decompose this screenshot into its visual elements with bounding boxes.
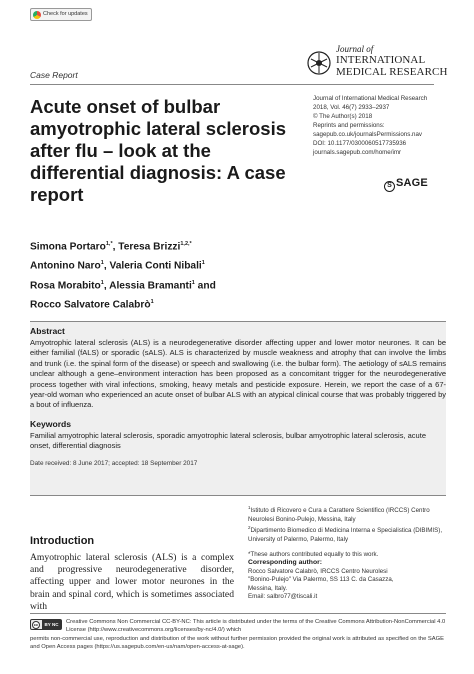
affiliation-2 bbox=[248, 524, 448, 544]
pubinfo-permissions-link[interactable]: sagepub.co.uk/journalsPermissions.nav bbox=[313, 131, 423, 138]
by-nc-label: BY NC bbox=[42, 620, 61, 629]
pubinfo-volume: 2018, Vol. 46(7) 2933–2937 bbox=[313, 104, 390, 111]
author-name: , Teresa Brizzi bbox=[112, 241, 181, 253]
author-name: Rocco Salvatore Calabrò bbox=[30, 299, 151, 311]
license-text-continued: permits non-commercial use, reproduction and distribution of the work without further permission provided the original work is attributed as specified on the SAGE and Open Access pages (https://us.sagepub.com/en-us/nam/open-access-at-sage). bbox=[30, 636, 445, 651]
journal-name-line3: MEDICAL RESEARCH bbox=[336, 66, 448, 78]
header-divider bbox=[30, 84, 434, 85]
affil-text: Istituto di Ricovero e Cura a Carattere Scientifico (IRCCS) Centro Neurolesi Bonino-Pulejo, Messina, Italy bbox=[248, 507, 430, 523]
author-affil-sup: 1 bbox=[201, 260, 205, 267]
corresponding-author-email[interactable]: Email: salbro77@tiscali.it bbox=[248, 593, 318, 601]
author-affil-sup: 1,* bbox=[105, 241, 113, 247]
keywords-heading: Keywords bbox=[30, 418, 72, 429]
pubinfo-journal: Journal of International Medical Research bbox=[313, 95, 428, 102]
equal-contribution-note: *These authors contributed equally to this work. bbox=[248, 550, 379, 558]
pubinfo-reprints: Reprints and permissions: bbox=[313, 122, 385, 129]
cc-icon: cc bbox=[33, 622, 39, 627]
author-conjunction: and bbox=[194, 280, 216, 292]
corresponding-author-city: Messina, Italy. bbox=[248, 584, 288, 592]
author-affil-sup: 1 bbox=[100, 279, 104, 286]
crossmark-icon bbox=[33, 11, 41, 19]
author-affil-sup: 1,2,* bbox=[180, 241, 192, 247]
abstract-heading: Abstract bbox=[30, 326, 65, 336]
author-name: Simona Portaro bbox=[30, 241, 106, 253]
affiliations-block bbox=[248, 504, 448, 602]
corresponding-author-name: Rocco Salvatore Calabrò, IRCCS Centro Neurolesi bbox=[248, 567, 388, 575]
author-name: , Valeria Conti Nibali bbox=[103, 260, 202, 272]
author-affil-sup: 1 bbox=[150, 299, 154, 306]
check-for-updates-badge[interactable] bbox=[30, 8, 92, 21]
affil-sup: 2 bbox=[248, 525, 251, 531]
author-affil-sup: 1 bbox=[100, 260, 104, 267]
sage-logo bbox=[384, 177, 428, 191]
keywords-text: Familial amyotrophic lateral sclerosis, sporadic amyotrophic lateral sclerosis, bulbar amyotrophic lateral sclerosis, acute onset, differential diagnosis bbox=[30, 430, 426, 451]
introduction-text: Amyotrophic lateral sclerosis (ALS) is a complex and progressive neurodegenerative disorder, affecting upper and lower motor neurones in the brain and spinal cord, which is sometimes associated with bbox=[30, 552, 234, 612]
affil-sup: 1 bbox=[248, 505, 251, 510]
publisher-name: SAGE bbox=[396, 177, 428, 189]
affiliation-1 bbox=[248, 504, 448, 524]
abstract-text: Amyotrophic lateral sclerosis (ALS) is a neurodegenerative disorder affecting upper and lower motor neurones. It can be either familial (fALS) or sporadic (sALS). ALS is characterized by muscle weakness and atrophy that can involve the limbs and trunk (i.e. the spinal form of the disease) or speech and swallowing (i.e. the bulbar form). The aetiology of sALS remains unclear although a gene–environment interaction has been proposed as a concomitant trigger for the neurodegenerative process together with viral infections, smoking, heavy metals and pesticide exposure. Herein, we report the case of a 67-year-old woman who experienced an acute onset of bulbar ALS with an atypical clinical course that was probably triggered by a bout of influenza. bbox=[30, 338, 446, 410]
received-accepted-dates: Date received: 8 June 2017; accepted: 18 September 2017 bbox=[30, 459, 198, 467]
journal-logo bbox=[306, 44, 448, 84]
section-label: Case Report bbox=[30, 70, 78, 80]
author-name: , Alessia Bramanti bbox=[103, 280, 192, 292]
author-affil-sup: 1 bbox=[191, 279, 195, 286]
corresponding-author-address: "Bonino-Pulejo" Via Palermo, SS 113 C. da Casazza, bbox=[248, 576, 394, 584]
author-list bbox=[30, 236, 300, 314]
abstract-box bbox=[30, 321, 446, 496]
journal-name-line2: INTERNATIONAL bbox=[336, 54, 426, 66]
pubinfo-doi[interactable]: DOI: 10.1177/0300060517735936 bbox=[313, 140, 407, 147]
corresponding-author-heading: Corresponding author: bbox=[248, 559, 323, 567]
author-name: Antonino Naro bbox=[30, 260, 101, 272]
journal-emblem-icon bbox=[306, 48, 332, 78]
license-text: Creative Commons Non Commercial CC-BY-NC: This article is distributed under the terms of the Creative Commons Attribution-NonCommercial 4.0 License (http://www.creativecommons.org/licenses/by-nc/4.0/) which bbox=[66, 619, 446, 634]
check-updates-label: Check for updates bbox=[43, 11, 88, 17]
author-name: Rosa Morabito bbox=[30, 280, 101, 292]
publication-info bbox=[313, 94, 443, 157]
cc-license-badge[interactable] bbox=[30, 619, 62, 630]
affil-text: Dipartimento Biomedico di Medicina Interna e Specialistica (DIBIMIS), University of Palermo, Palermo, Italy bbox=[248, 527, 443, 543]
footer-divider bbox=[30, 613, 446, 614]
journal-name-line1: Journal of bbox=[336, 44, 374, 54]
sage-mark-icon: S bbox=[384, 181, 395, 192]
introduction-heading: Introduction bbox=[30, 535, 95, 547]
pubinfo-journal-link[interactable]: journals.sagepub.com/home/imr bbox=[313, 149, 402, 156]
article-title: Acute onset of bulbar amyotrophic lateral sclerosis after flu – look at the differential diagnosis: A case report bbox=[30, 96, 287, 205]
pubinfo-copyright: © The Author(s) 2018 bbox=[313, 113, 373, 120]
